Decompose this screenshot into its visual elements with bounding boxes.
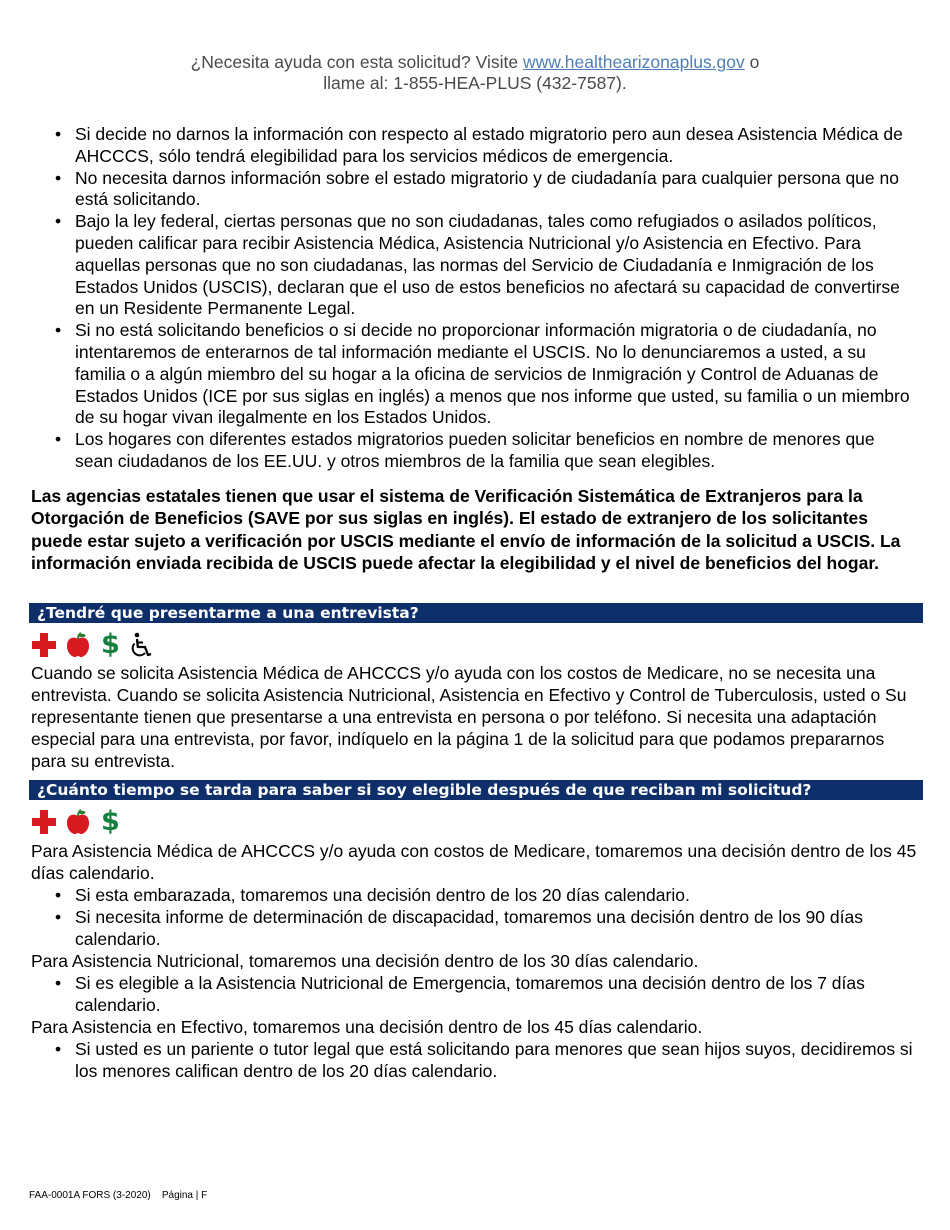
cash-timing-list: [31, 1038, 921, 1082]
apple-icon: [65, 809, 91, 835]
medical-timing-list: [31, 884, 921, 950]
program-icons-timing: [31, 808, 128, 836]
medical-timing-text: Para Asistencia Médica de AHCCCS y/o ayuda con costos de Medicare, tomaremos una decisión dentro de los 45 días calendario.: [31, 841, 917, 883]
cash-timing-text: Para Asistencia en Efectivo, tomaremos una decisión dentro de los 45 días calendario.: [31, 1017, 703, 1037]
save-verification-paragraph: Las agencias estatales tienen que usar el sistema de Verificación Sistemática de Extranjeros para la Otorgación de Beneficios (SAVE por sus siglas en inglés). El estado de extranjero de los solicitantes puede estar sujeto a verificación por USCIS mediante el envío de información de la solicitud a USCIS. La información enviada recibida de USCIS puede afectar la elegibilidad y el nivel de beneficios del hogar.: [31, 486, 901, 573]
help-text-suffix: o: [749, 52, 760, 72]
list-item: • No necesita darnos información sobre el estado migratorio y de ciudadanía para cualquier persona que no está solicitando.: [31, 168, 911, 212]
list-item: • Si necesita informe de determinación de discapacidad, tomaremos una decisión dentro de los 90 días calendario.: [31, 906, 921, 950]
immigration-info-list: [31, 124, 911, 473]
medical-cross-icon: [31, 809, 57, 835]
help-phone-line: llame al: 1-855-HEA-PLUS (432-7587).: [323, 73, 627, 93]
medical-cross-icon: [31, 632, 57, 658]
timing-content: [31, 840, 921, 1082]
program-icons-interview: [31, 631, 162, 659]
section-header-interview: ¿Tendré que presentarme a una entrevista?: [29, 603, 923, 623]
dollar-icon: $: [101, 629, 120, 660]
apple-icon: [65, 632, 91, 658]
list-item: • Bajo la ley federal, ciertas personas que no son ciudadanas, tales como refugiados o asilados políticos, pueden calificar para recibir Asistencia Médica, Asistencia Nutricional y/o Asistencia en Efectivo. Para aquellas personas que no son ciudadanas, las normas del Servicio de Ciudadanía e Inmigración de los Estados Unidos (USCIS), declaran que el uso de estos beneficios no afectará su capacidad de convertirse en un Residente Permanente Legal.: [31, 211, 911, 320]
help-line-1: [0, 52, 950, 73]
list-item: • Si usted es un pariente o tutor legal que está solicitando para menores que sean hijos suyos, decidiremos si los menores califican dentro de los 20 días calendario.: [31, 1038, 921, 1082]
wheelchair-icon: [128, 632, 154, 658]
list-item: • Los hogares con diferentes estados migratorios pueden solicitar beneficios en nombre de menores que sean ciudadanos de los EE.UU. y otros miembros de la familia que sean elegibles.: [31, 429, 911, 473]
help-text: ¿Necesita ayuda con esta solicitud? Visite: [190, 52, 519, 72]
list-item: • Si es elegible a la Asistencia Nutricional de Emergencia, tomaremos una decisión dentro de los 7 días calendario.: [31, 972, 921, 1016]
page-footer: [29, 1190, 207, 1201]
form-id: FAA-0001A FORS (3-2020): [29, 1190, 151, 1201]
list-item: • Si esta embarazada, tomaremos una decisión dentro de los 20 días calendario.: [31, 884, 921, 906]
help-header: [0, 52, 950, 94]
interview-paragraph: Cuando se solicita Asistencia Médica de AHCCCS y/o ayuda con los costos de Medicare, no se necesita una entrevista. Cuando se solicita Asistencia Nutricional, Asistencia en Efectivo y Control de Tuberculosis, usted o Su representante tienen que presentarse a una entrevista en persona o por teléfono. Si necesita una adaptación especial para una entrevista, por favor, indíquelo en la página 1 de la solicitud para que podamos prepararnos para su entrevista.: [31, 663, 907, 771]
nutrition-timing-list: [31, 972, 921, 1016]
dollar-icon: $: [101, 806, 120, 837]
section-header-timing: ¿Cuánto tiempo se tarda para saber si soy elegible después de que reciban mi solicitud?: [29, 780, 923, 800]
list-item: • Si decide no darnos la información con respecto al estado migratorio pero aun desea Asistencia Médica de AHCCCS, sólo tendrá elegibilidad para los servicios médicos de emergencia.: [31, 124, 911, 168]
website-link[interactable]: www.healthearizonaplus.gov: [522, 52, 745, 72]
page-number: Página | F: [161, 1190, 208, 1201]
list-item: • Si no está solicitando beneficios o si decide no proporcionar información migratoria o de ciudadanía, no intentaremos de enterarnos de tal información mediante el USCIS. No lo denunciaremos a usted, a su familia o a algún miembro del su hogar a la oficina de servicios de Inmigración y Control de Aduanas de Estados Unidos (ICE por sus siglas en inglés) a menos que nos informe que usted, su familia o un miembro de su hogar vivan ilegalmente en los Estados Unidos.: [31, 320, 911, 429]
nutrition-timing-text: Para Asistencia Nutricional, tomaremos una decisión dentro de los 30 días calendario.: [31, 951, 699, 971]
